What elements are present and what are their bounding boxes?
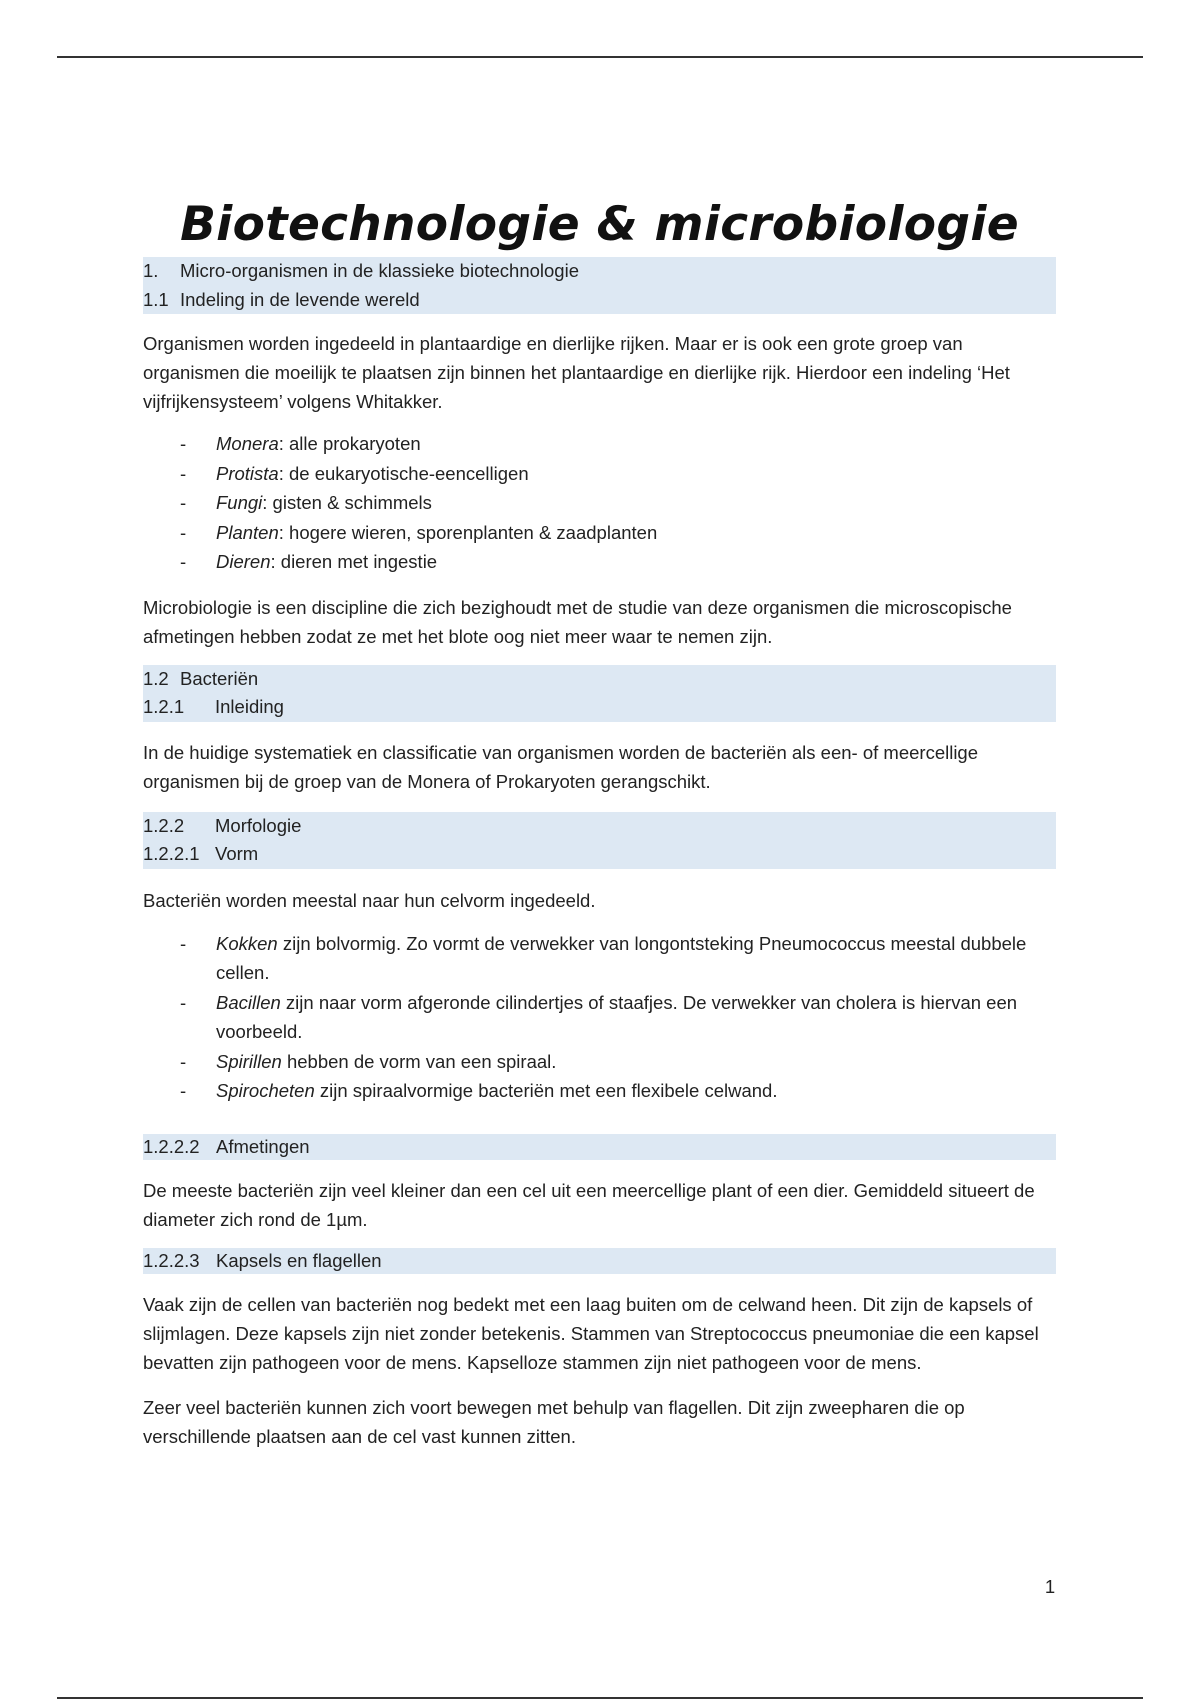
list-term: Monera [216, 433, 279, 454]
heading-1 [143, 257, 1056, 286]
heading-block-1-2-2 [143, 812, 1056, 869]
document-title: Biotechnologie & microbiologie [180, 197, 1019, 252]
list-text: : gisten & schimmels [262, 492, 432, 513]
heading-1-2-2-2 [143, 1134, 1056, 1160]
kingdom-list [143, 429, 1056, 577]
heading-block-1 [143, 257, 1056, 314]
list-text: zijn bolvormig. Zo vormt de verwekker van longontsteking Pneumococcus meestal dubbele cellen. [216, 932, 1027, 983]
shape-list [143, 929, 1056, 1106]
heading-label: Inleiding [215, 696, 284, 717]
list-term: Spirillen [216, 1050, 282, 1072]
heading-label: Morfologie [215, 814, 302, 836]
heading-1-2-1 [143, 693, 1056, 722]
list-item [143, 988, 1056, 1047]
list-term: Fungi [216, 492, 263, 513]
paragraph-microbiologie: Microbiologie is een discipline die zich bezighoudt met de studie van deze organismen die microscopische afmetingen hebben zodat ze met het blote oog niet meer waar te nemen zijn. [143, 596, 1012, 647]
heading-label: Afmetingen [216, 1135, 310, 1157]
heading-1-2-2-1 [143, 840, 1056, 869]
paragraph-afmetingen: De meeste bacteriën zijn veel kleiner dan een cel uit een meercellige plant of een dier. Gemiddeld situeert de diameter zich rond de 1µm. [143, 1179, 1035, 1230]
paragraph-kapsels: Vaak zijn de cellen van bacteriën nog bedekt met een laag buiten om de celwand heen. Dit zijn de kapsels of slijmlagen. Deze kapsels zijn niet zonder betekenis. Stammen van Streptococcus pneumoniae die een kapsel bevatten zijn pathogeen voor de mens. Kapselloze stammen zijn niet pathogeen voor de mens. [143, 1293, 1039, 1373]
heading-label: Bacteriën [180, 667, 259, 689]
paragraph-vorm: Bacteriën worden meestal naar hun celvorm ingedeeld. [143, 889, 596, 911]
list-term: Dieren [216, 551, 271, 572]
heading-label: Indeling in de levende wereld [180, 288, 420, 310]
heading-1-2-2-3 [143, 1248, 1056, 1274]
heading-label: Vorm [215, 843, 259, 864]
list-text: : de eukaryotische-eencelligen [278, 462, 529, 484]
list-text: zijn spiraalvormige bacteriën met een flexibele celwand. [314, 1080, 778, 1101]
heading-block-1-2-2-2 [143, 1134, 1056, 1160]
list-item [143, 459, 1056, 489]
heading-number: 1.1 [143, 288, 169, 310]
heading-block-1-2 [143, 665, 1056, 722]
heading-block-1-2-2-3 [143, 1248, 1056, 1274]
page-number: 1 [1044, 1576, 1056, 1597]
heading-label: Micro-organismen in de klassieke biotechnologie [180, 260, 579, 281]
list-text: : dieren met ingestie [270, 551, 438, 572]
paragraph-inleiding: In de huidige systematiek en classificatie van organismen worden de bacteriën als een- of meercellige organismen bij de groep van de Monera of Prokaryoten gerangschikt. [143, 741, 979, 792]
list-item [143, 929, 1056, 988]
list-text: : alle prokaryoten [278, 433, 421, 454]
paragraph-indeling: Organismen worden ingedeeld in plantaardige en dierlijke rijken. Maar er is ook een grote groep van organismen die moeilijk te plaatsen zijn binnen het plantaardige en dierlijke rijk. Hierdoor een indeling ‘Het vijfrijkensysteem’ volgens Whitakker. [143, 333, 1010, 412]
heading-number: 1.2.2.1 [143, 843, 200, 864]
list-term: Spirocheten [216, 1080, 315, 1101]
list-item [143, 1076, 1056, 1106]
list-item [143, 429, 1056, 459]
heading-number: 1.2.2 [143, 814, 185, 836]
heading-label: Kapsels en flagellen [216, 1249, 382, 1271]
heading-1-2-2 [143, 812, 1056, 841]
heading-number: 1.2.2.3 [143, 1249, 200, 1271]
list-item [143, 1047, 1056, 1077]
list-item [143, 518, 1056, 548]
heading-1-2 [143, 665, 1056, 694]
list-item [143, 547, 1056, 577]
list-text: zijn naar vorm afgeronde cilindertjes of staafjes. De verwekker van cholera is hiervan een voorbeeld. [216, 991, 1018, 1042]
list-term: Protista [216, 462, 279, 484]
list-item [143, 488, 1056, 518]
list-term: Kokken [216, 932, 278, 954]
heading-number: 1.2.1 [143, 696, 185, 717]
list-text: : hogere wieren, sporenplanten & zaadplanten [278, 521, 658, 543]
heading-number: 1.2 [143, 667, 169, 689]
heading-number: 1. [143, 260, 159, 281]
footer-rule [57, 1697, 1143, 1699]
document-body [143, 195, 1056, 1451]
header-rule [57, 56, 1143, 58]
paragraph-flagellen: Zeer veel bacteriën kunnen zich voort bewegen met behulp van flagellen. Dit zijn zweepharen die op verschillende plaatsen aan de cel vast kunnen zitten. [143, 1396, 965, 1447]
list-term: Bacillen [216, 991, 281, 1013]
list-text: hebben de vorm van een spiraal. [281, 1050, 557, 1072]
list-term: Planten [216, 521, 279, 543]
heading-1-1 [143, 286, 1056, 315]
heading-number: 1.2.2.2 [143, 1135, 200, 1157]
